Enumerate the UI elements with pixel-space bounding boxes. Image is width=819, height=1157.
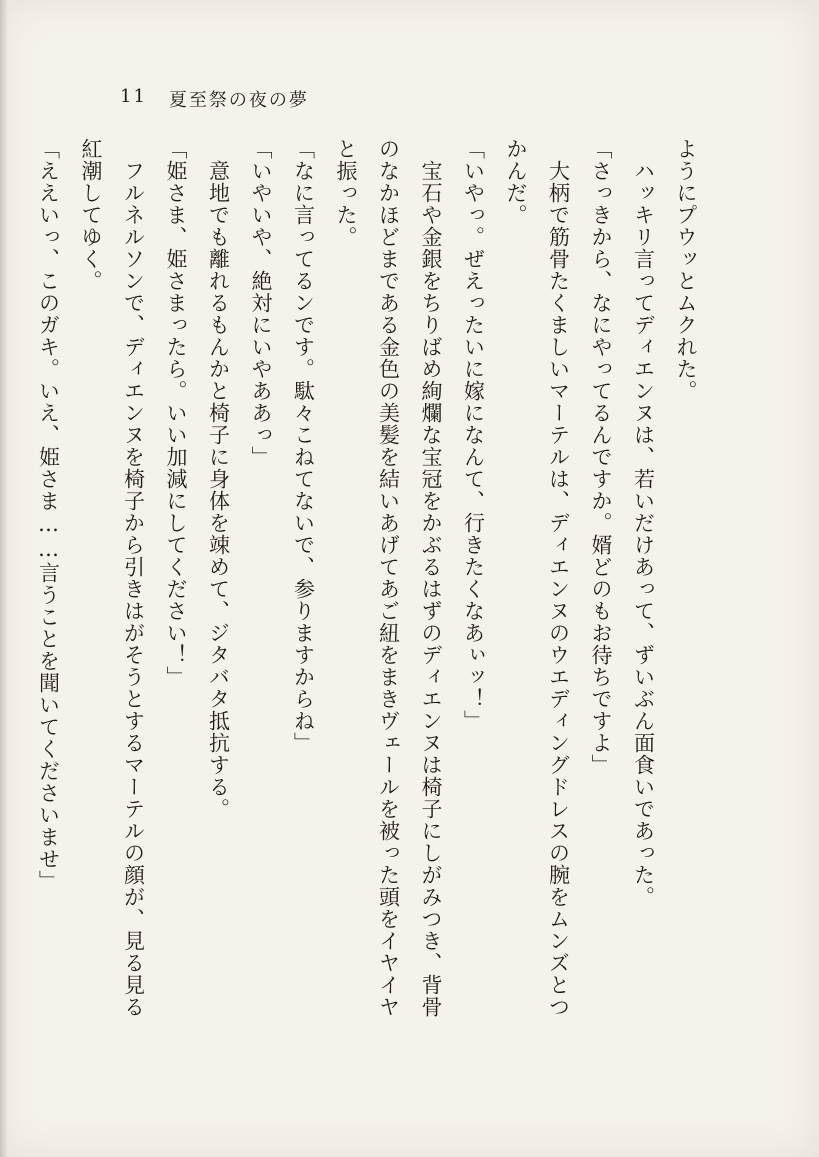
text-line: 紅潮してゆく。 <box>79 138 103 292</box>
text-line: ハッキリ言ってディエンヌは、若いだけあって、ずいぶん面食いであった。 <box>631 138 656 908</box>
text-line: 「さっきから、なにやってるんですか。婿どのもお待ちですよ」 <box>589 138 613 776</box>
text-line: フルネルソンで、ディエンヌを椅子から引きはがそうとするマーテルの顔が、見る見る <box>121 138 146 1018</box>
text-line: 大柄で筋骨たくましいマーテルは、ディエンヌのウエディングドレスの腕をムンズとつ <box>546 138 571 1018</box>
text-line: のなかほどまである金色の美髪を結いあげてあご紐をまきヴェールを被った頭をイヤイヤ <box>376 138 401 1018</box>
text-line: 宝石や金銀をちりばめ絢爛な宝冠をかぶるはずのディエンヌは椅子にしがみつき、背骨 <box>419 138 443 1018</box>
running-head <box>120 86 309 112</box>
text-line: と振った。 <box>334 138 358 248</box>
text-line: 「なに言ってるンです。駄々こねてないで、参りますからね」 <box>291 138 316 754</box>
text-line: 意地でも離れるもんかと椅子に身体を竦めて、ジタバタ抵抗する。 <box>206 138 231 820</box>
page-number: 11 <box>120 86 147 107</box>
text-line: 「ええいっ、このガキ。いえ、姫さま……言うことを聞いてくださいませ」 <box>36 138 61 892</box>
text-line: ようにプウッとムクれた。 <box>674 138 698 402</box>
text-line: 「いやいや、絶対にいやああっ」 <box>249 138 273 468</box>
text-line: 「姫さま、姫さまったら。いい加減にしてください！」 <box>164 138 188 688</box>
page-gutter-shadow <box>0 0 8 1157</box>
text-line: 「いやっ。ぜえったいに嫁になんて、行きたくなあぃッ！」 <box>461 138 486 732</box>
chapter-title: 夏至祭の夜の夢 <box>168 90 309 111</box>
body-text <box>36 138 707 1128</box>
text-line: かんだ。 <box>504 138 528 226</box>
